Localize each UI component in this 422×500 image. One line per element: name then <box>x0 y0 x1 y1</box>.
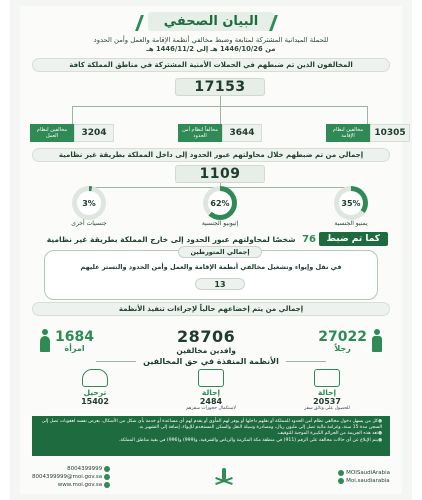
rule <box>96 361 136 362</box>
donut-label: جنسيات أخرى <box>71 220 107 227</box>
stat-residency <box>326 124 410 142</box>
contact-phone[interactable]: 8004399999 <box>32 465 112 473</box>
page-title: البيان الصحفي <box>148 12 274 31</box>
action-title: ترحيل <box>83 388 107 397</box>
action-travel-docs <box>282 369 372 411</box>
kama-desc: شخصًا لمحاولتهم عبور الحدود إلى خارج المملكة بطريقة غير نظامية <box>46 235 296 244</box>
involved-text: في نقل وإيواء وتشغيل مخالفي أنظمة الإقامة والعمل وأمن الحدود والتستر عليهم <box>80 263 342 271</box>
note-item: ● تعد هذه الجريمة من الجرائم الكبيرة الموجبة للتوقيف. <box>40 431 382 437</box>
stat-label: مخالفين لنظام العمل <box>30 124 74 142</box>
action-bookings <box>166 369 256 411</box>
title-wrap <box>20 10 402 32</box>
action-sub: للحصول على وثائق سفر <box>304 406 350 411</box>
subtitle <box>30 36 392 54</box>
men-label: رجلاً <box>334 343 351 353</box>
donut-pct: 3% <box>77 191 101 215</box>
document-icon <box>314 369 340 387</box>
contact-email[interactable]: 8004399999@moi.gov.sa <box>32 473 112 481</box>
kama-badge: كما تم ضبط <box>319 232 388 246</box>
airplane-icon <box>82 369 108 387</box>
footer-right <box>32 465 112 489</box>
footer-left <box>336 469 390 485</box>
subtitle-line2: من 1446/10/26 هـ إلى 1446/11/2 هـ <box>146 45 276 53</box>
note-item: ● يتم الإبلاغ عن أي حالات مخالفة على الرقم (911) في منطقة مكة المكرمة والرياض والشرقية، و(999) و(996) في بقية مناطق المملكة. <box>40 438 382 444</box>
social-icon <box>338 478 344 484</box>
women-stat <box>38 329 94 353</box>
social-handle-1[interactable]: MOISaudiArabia <box>336 469 390 477</box>
action-sub: لاستكمال حجوزات سفرهم <box>186 406 236 411</box>
globe-icon <box>104 482 110 488</box>
stat-value: 3204 <box>74 124 114 142</box>
footer <box>32 461 390 493</box>
stat-value: 10305 <box>370 124 410 142</box>
kama-count: 76 <box>302 234 316 245</box>
donut-ethiopian <box>203 186 237 220</box>
section1-heading: المخالفون الذين تم ضبطهم في الحملات الأمنية المشتركة في مناطق المملكة كافة <box>32 58 390 72</box>
infographic <box>20 6 406 494</box>
action-value: 2484 <box>199 397 223 406</box>
section5-heading <box>20 357 402 366</box>
men-stat <box>318 329 384 353</box>
note-item: ● كل من يسهل دخول مخالفي نظام أمن الحدود للمملكة أو نقلهم داخلها أو يوفر لهم المأوى أو يقدم لهم أي مساعدة أو خدمة بأي شكل من الأشكال، يعرض نفسه لعقوبات تصل إلى السجن مدة 15 سنة، وغرامة مالية تصل إلى مليون ريال، ومصادرة وسيلة النقل والسكن المستخدم للإيواء، إضافة إلى التشهير به. <box>40 419 382 431</box>
section1-total: 17153 <box>175 78 265 96</box>
social-handle-2[interactable]: Moi.saudiarabia <box>336 477 390 485</box>
actions <box>50 369 372 411</box>
women-label: امرأة <box>64 343 85 353</box>
stat-label: مخالفين لنظام الإقامة <box>326 124 370 142</box>
donut-others <box>72 186 106 220</box>
total-value: 28706 <box>177 327 236 346</box>
men-value: 27022 <box>318 328 367 345</box>
connector <box>367 106 368 124</box>
document-icon <box>198 369 224 387</box>
total-label: وافدين مخالفين <box>176 346 236 355</box>
stat-labor <box>30 124 114 142</box>
subtitle-line1: للحملة الميدانية المشتركة لمتابعة وضبط مخالفي أنظمة الإقامة والعمل وأمن الحدود <box>93 36 329 44</box>
connector <box>72 106 73 124</box>
total-stat <box>176 327 236 355</box>
action-value: 15402 <box>81 397 109 406</box>
phone-icon <box>104 466 110 472</box>
donut-pct: 35% <box>339 191 363 215</box>
emblem-icon <box>213 466 235 488</box>
action-title: إحالة <box>201 388 221 397</box>
rule <box>286 361 326 362</box>
social-icon <box>338 470 344 476</box>
action-value: 20537 <box>313 397 341 406</box>
donut-yemeni <box>334 186 368 220</box>
notes-panel <box>32 416 390 456</box>
section4-heading: إجمالي من يتم إخضاعهم حالياً لإجراءات تنفيذ الأنظمة <box>32 302 390 316</box>
kama-text <box>47 234 316 245</box>
stat-label: مخالفاً لنظام أمن الحدود <box>178 124 222 142</box>
section2-total: 1109 <box>175 165 265 183</box>
involved-count: 13 <box>195 278 245 290</box>
connector <box>220 106 221 124</box>
section5-title: الأنظمة المنفذة في حق المخالفين <box>143 357 279 366</box>
donut-label: يمنيو الجنسية <box>334 220 368 227</box>
mail-icon <box>104 474 110 480</box>
connector <box>220 96 221 106</box>
contact-site[interactable]: www.moi.gov.sa <box>32 481 112 489</box>
women-value: 1684 <box>55 328 94 345</box>
action-title: إحالة <box>317 388 337 397</box>
man-icon <box>370 329 384 353</box>
donut-label: إثيوبيو الجنسية <box>201 220 239 227</box>
stat-value: 3644 <box>222 124 262 142</box>
action-deport <box>50 369 140 411</box>
donut-pct: 62% <box>208 191 232 215</box>
section2-heading: إجمالي من تم ضبطهم خلال محاولتهم عبور الحدود إلى داخل المملكة بطريقة غير نظامية <box>32 148 390 162</box>
stat-border <box>178 124 262 142</box>
woman-icon <box>38 329 52 353</box>
involved-title: إجمالي المتورطين <box>178 246 262 258</box>
